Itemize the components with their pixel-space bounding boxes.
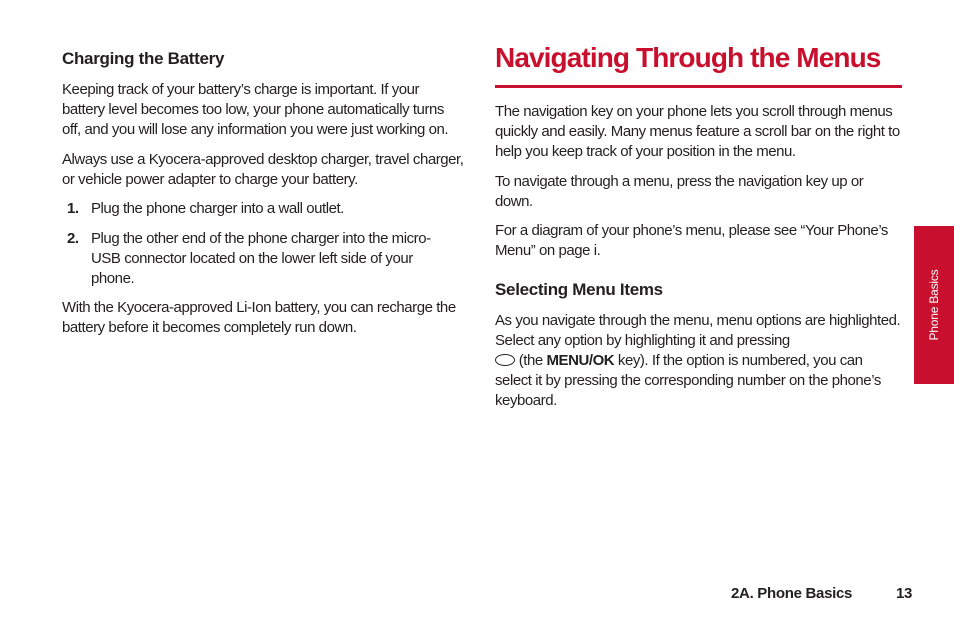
step-number: 1.	[67, 200, 79, 217]
paragraph: To navigate through a menu, press the navigation key up or down.	[495, 173, 864, 210]
paragraph-text: As you navigate through the menu, menu options are highlighted. Select any option by highlighting it and pressing	[495, 312, 901, 349]
side-tab-label: Phone Basics	[927, 269, 941, 341]
paragraph: Always use a Kyocera-approved desktop charger, travel charger, or vehicle power adapter to charge your battery.	[62, 151, 464, 188]
step-text: Plug the phone charger into a wall outlet.	[91, 200, 344, 217]
key-name: MENU/OK	[546, 352, 615, 369]
paragraph: With the Kyocera-approved Li-Ion battery, you can recharge the battery before it becomes completely run down.	[62, 299, 456, 336]
page-title: Navigating Through the Menus	[495, 42, 881, 73]
paragraph-text: key). If the option is numbered, you can select it by pressing the corresponding number on the phone’s keyboard.	[495, 352, 881, 409]
paragraph: Keeping track of your battery’s charge is important. If your battery level becomes too low, your phone automatically turns off, and you will lose any information you were just working on.	[62, 81, 449, 138]
paragraph-text: (the	[515, 352, 547, 369]
paragraph	[495, 311, 902, 411]
section-heading-selecting: Selecting Menu Items	[495, 280, 663, 299]
paragraph: For a diagram of your phone’s menu, please see “Your Phone’s Menu” on page i.	[495, 222, 888, 259]
section-heading-charging: Charging the Battery	[62, 49, 225, 68]
step-number: 2.	[67, 230, 79, 247]
page-number: 13	[896, 585, 913, 602]
footer-section: 2A. Phone Basics	[731, 585, 853, 602]
step-text: Plug the other end of the phone charger into the micro-USB connector located on the lower left side of your phone.	[91, 230, 431, 287]
menu-ok-key-icon	[495, 354, 515, 366]
title-rule	[495, 85, 902, 88]
side-tab	[914, 226, 954, 384]
paragraph: The navigation key on your phone lets you scroll through menus quickly and easily. Many menus feature a scroll bar on the right to help you keep track of your position in the menu.	[495, 103, 900, 160]
